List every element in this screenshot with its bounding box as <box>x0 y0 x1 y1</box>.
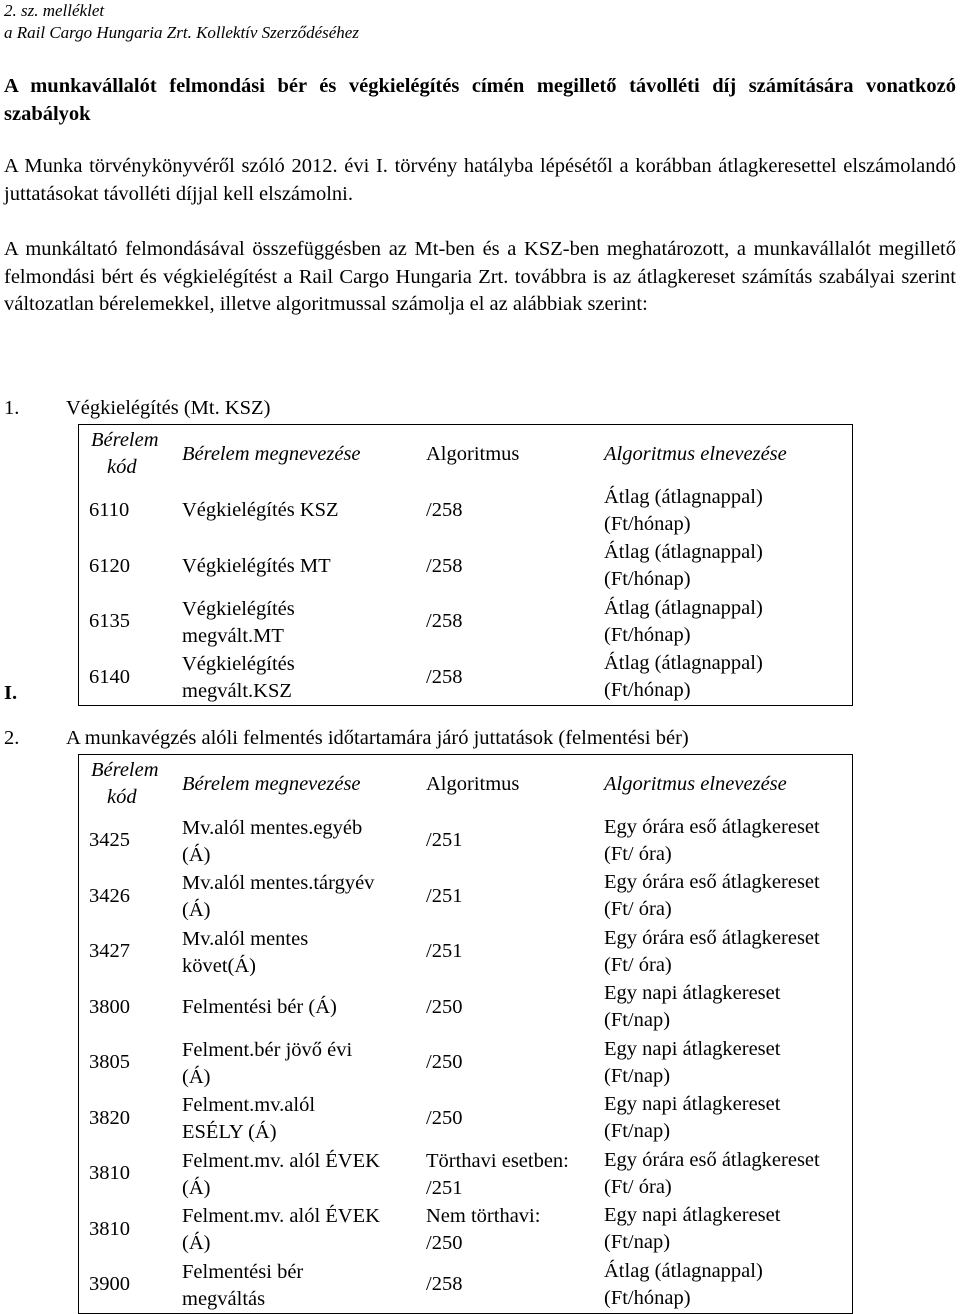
element-name-line: Végkielégítés <box>182 653 295 675</box>
algorithm-name-line: (Ft/ óra) <box>604 1175 672 1198</box>
element-name <box>172 1257 416 1313</box>
element-name <box>172 483 416 539</box>
algorithm-name-line: (Ft/nap) <box>604 1120 671 1143</box>
algorithm-name-line: Egy napi átlagkereset <box>604 1093 781 1116</box>
element-name-line: (Á) <box>182 899 211 921</box>
algorithm-name <box>594 1257 853 1313</box>
algorithm-name <box>594 483 853 539</box>
algorithm-line: Törthavi esetben: <box>426 1149 569 1172</box>
algorithm-name-line: (Ft/ óra) <box>604 842 672 865</box>
element-name-line: Mv.alól mentes.tárgyév <box>182 872 375 894</box>
algorithm-line: Nem törthavi: <box>426 1205 541 1227</box>
element-name-line: ESÉLY (Á) <box>182 1121 277 1143</box>
algorithm-line: /251 <box>426 940 463 963</box>
element-name-line: (Á) <box>182 1176 211 1199</box>
severance-table <box>78 424 853 706</box>
element-name <box>172 594 416 650</box>
column-header-code: Bérelem kód <box>79 425 173 484</box>
element-name <box>172 1202 416 1258</box>
element-code: 6135 <box>79 594 173 650</box>
algorithm-name-line: Egy napi átlagkereset <box>604 1037 781 1060</box>
element-name <box>172 813 416 869</box>
algorithm-line: /251 <box>426 884 463 907</box>
table-row <box>79 980 853 1036</box>
table-row <box>79 594 853 650</box>
appendix-number: 2. sz. melléklet <box>4 1 105 20</box>
subsection-title: Végkielégítés (Mt. KSZ) <box>66 397 271 419</box>
algorithm-name <box>594 1202 853 1258</box>
algorithm-line: /250 <box>426 1106 463 1129</box>
algorithm <box>416 483 594 539</box>
section-heading: I. <box>4 682 18 704</box>
algorithm-name-line: Egy napi átlagkereset <box>604 982 781 1005</box>
element-name-line: megvált.MT <box>182 624 284 647</box>
algorithm-line: /258 <box>426 610 463 633</box>
algorithm-name <box>594 924 853 980</box>
algorithm <box>416 1035 594 1091</box>
algorithm-name <box>594 539 853 595</box>
subsection-title: A munkavégzés alóli felmentés időtartamára járó juttatások (felmentési bér) <box>66 727 689 749</box>
element-code: 6110 <box>79 483 173 539</box>
algorithm-name-line: (Ft/hónap) <box>604 1286 691 1309</box>
document-title: A munkavállalót felmondási bér és végkielégítés címén megillető távolléti díj számítására vonatkozó szabályok <box>4 75 956 125</box>
algorithm-name-line: (Ft/nap) <box>604 1064 671 1087</box>
element-name-line: (Á) <box>182 1065 211 1088</box>
algorithm-line: /251 <box>426 1176 463 1199</box>
table-row <box>79 1202 853 1258</box>
table-row <box>79 813 853 869</box>
subsection-number: 2. <box>4 727 20 749</box>
algorithm-name-line: (Ft/hónap) <box>604 512 691 535</box>
appendix-reference: a Rail Cargo Hungaria Zrt. Kollektív Szerződéséhez <box>4 23 359 42</box>
algorithm-line: /258 <box>426 499 463 522</box>
element-name <box>172 1146 416 1202</box>
element-name-line: Végkielégítés MT <box>182 554 331 577</box>
algorithm <box>416 869 594 925</box>
algorithm-name-line: Átlag (átlagnappal) <box>604 541 763 564</box>
element-code: 3805 <box>79 1035 173 1091</box>
release-pay-table <box>78 754 853 1314</box>
algorithm <box>416 1091 594 1147</box>
algorithm <box>416 1257 594 1313</box>
algorithm-name-line: Egy órára eső átlagkereset <box>604 871 820 894</box>
element-name-line: (Á) <box>182 1232 211 1254</box>
table-row <box>79 1257 853 1313</box>
algorithm-line: /258 <box>426 1273 463 1296</box>
algorithm-name-line: (Ft/nap) <box>604 1009 671 1032</box>
algorithm <box>416 650 594 706</box>
element-name-line: Mv.alól mentes.egyéb <box>182 816 363 839</box>
algorithm-name-line: Egy órára eső átlagkereset <box>604 1148 820 1171</box>
element-code: 3800 <box>79 980 173 1036</box>
column-header-name: Bérelem megnevezése <box>172 425 416 484</box>
algorithm-name-line: (Ft/ óra) <box>604 898 672 921</box>
element-code: 3425 <box>79 813 173 869</box>
algorithm-line: /251 <box>426 829 463 852</box>
subsection-2-heading <box>4 727 689 750</box>
column-header-code: Bérelem kód <box>79 755 173 814</box>
algorithm-line: /250 <box>426 995 463 1018</box>
rules-paragraph: A munkáltató felmondásával összefüggésben az Mt-ben és a KSZ-ben meghatározott, a munkavállalót megillető felmondási bért és végkielégítést a Rail Cargo Hungaria Zrt. továbbra is az átlagkereset számítás szabályai szerint változatlan bérelemekkel, illetve algoritmussal számolja el az alábbiak szerint: <box>4 238 956 315</box>
table-row <box>79 869 853 925</box>
element-name <box>172 650 416 706</box>
algorithm-line: /258 <box>426 554 463 577</box>
intro-paragraph: A Munka törvénykönyvéről szóló 2012. évi I. törvény hatályba lépésétől a korábban átlagkeresettel elszámolandó juttatásokat távolléti díjjal kell elszámolni. <box>4 155 956 205</box>
element-name <box>172 980 416 1036</box>
element-code: 3900 <box>79 1257 173 1313</box>
column-header-algorithm-name: Algoritmus elnevezése <box>594 755 853 814</box>
algorithm-name <box>594 650 853 706</box>
table-row <box>79 1146 853 1202</box>
element-name <box>172 1091 416 1147</box>
column-header-algorithm: Algoritmus <box>416 755 594 814</box>
algorithm <box>416 813 594 869</box>
element-code: 6140 <box>79 650 173 706</box>
algorithm-name <box>594 594 853 650</box>
algorithm-name-line: Egy napi átlagkereset <box>604 1204 781 1227</box>
algorithm <box>416 980 594 1036</box>
algorithm-name-line: (Ft/hónap) <box>604 623 691 646</box>
algorithm-name-line: (Ft/hónap) <box>604 568 691 591</box>
element-name <box>172 869 416 925</box>
algorithm <box>416 1202 594 1258</box>
element-name-line: Felment.mv. alól ÉVEK <box>182 1149 380 1172</box>
element-name-line: Felmentési bér <box>182 1260 304 1283</box>
element-code: 3426 <box>79 869 173 925</box>
table-row <box>79 1035 853 1091</box>
element-name-line: Mv.alól mentes <box>182 927 309 950</box>
element-code: 3427 <box>79 924 173 980</box>
algorithm-line: /258 <box>426 665 463 688</box>
element-code: 3820 <box>79 1091 173 1147</box>
table-row <box>79 650 853 706</box>
subsection-number: 1. <box>4 397 20 419</box>
algorithm <box>416 924 594 980</box>
table-row <box>79 924 853 980</box>
algorithm-name <box>594 980 853 1036</box>
algorithm-name <box>594 813 853 869</box>
column-header-name: Bérelem megnevezése <box>172 755 416 814</box>
algorithm-name-line: (Ft/ óra) <box>604 953 672 976</box>
algorithm-name <box>594 1035 853 1091</box>
element-code: 3810 <box>79 1202 173 1258</box>
column-header-algorithm-name: Algoritmus elnevezése <box>594 425 853 484</box>
element-code: 6120 <box>79 539 173 595</box>
element-name-line: megváltás <box>182 1287 266 1310</box>
table-header-row <box>79 755 853 814</box>
element-name <box>172 924 416 980</box>
table-row <box>79 1091 853 1147</box>
table-header-row <box>79 425 853 484</box>
column-header-algorithm: Algoritmus <box>416 425 594 484</box>
algorithm-name <box>594 1091 853 1147</box>
algorithm-line: /250 <box>426 1232 463 1254</box>
algorithm <box>416 539 594 595</box>
algorithm-name <box>594 869 853 925</box>
element-name-line: Végkielégítés <box>182 597 295 620</box>
element-name-line: követ(Á) <box>182 954 257 977</box>
table-row <box>79 483 853 539</box>
algorithm-name <box>594 1146 853 1202</box>
algorithm-name-line: Átlag (átlagnappal) <box>604 485 763 508</box>
element-code: 3810 <box>79 1146 173 1202</box>
subsection-1-heading <box>4 397 270 420</box>
element-name-line: Felment.bér jövő évi <box>182 1038 353 1061</box>
element-name <box>172 539 416 595</box>
element-name-line: megvált.KSZ <box>182 680 292 702</box>
algorithm-name-line: (Ft/hónap) <box>604 679 691 702</box>
element-name <box>172 1035 416 1091</box>
algorithm-name-line: (Ft/nap) <box>604 1231 671 1254</box>
element-name-line: (Á) <box>182 843 211 866</box>
algorithm-name-line: Egy órára eső átlagkereset <box>604 815 820 838</box>
algorithm-name-line: Átlag (átlagnappal) <box>604 652 763 675</box>
element-name-line: Felmentési bér (Á) <box>182 995 337 1018</box>
element-name-line: Felment.mv.alól <box>182 1094 316 1116</box>
algorithm <box>416 594 594 650</box>
element-name-line: Végkielégítés KSZ <box>182 499 339 522</box>
algorithm <box>416 1146 594 1202</box>
table-row <box>79 539 853 595</box>
algorithm-name-line: Átlag (átlagnappal) <box>604 596 763 619</box>
element-name-line: Felment.mv. alól ÉVEK <box>182 1205 380 1227</box>
algorithm-name-line: Átlag (átlagnappal) <box>604 1259 763 1282</box>
algorithm-line: /250 <box>426 1051 463 1074</box>
algorithm-name-line: Egy órára eső átlagkereset <box>604 926 820 949</box>
